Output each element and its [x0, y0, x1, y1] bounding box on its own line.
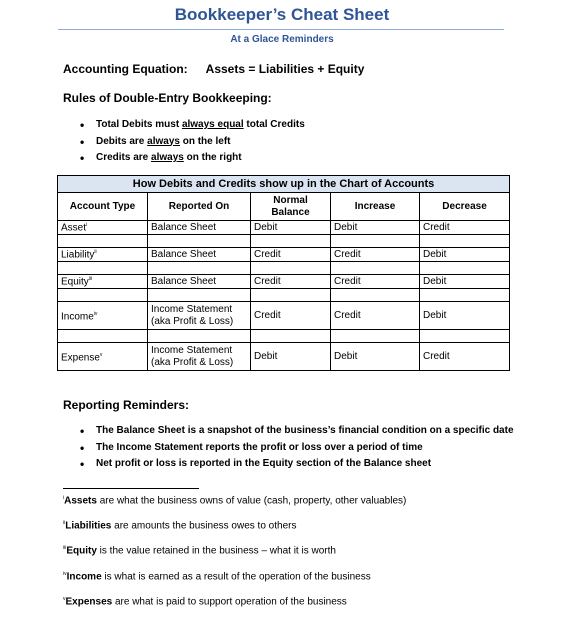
equation-formula: Assets = Liabilities + Equity [205, 62, 365, 76]
footnote-divider [63, 488, 199, 489]
accounting-equation [63, 62, 364, 76]
chart-of-accounts-table [57, 175, 510, 371]
table-row: Liability$^{ii}$ Balance Sheet Credit Credit Debit [58, 248, 510, 262]
column-header: Normal Balance [251, 193, 331, 221]
title-rule [58, 29, 504, 30]
reporting-item: • Net profit or loss is reported in the Equity section of the Balance sheet [80, 457, 514, 474]
page-title: Bookkeeper’s Cheat Sheet [174, 5, 390, 24]
rule-item: • Credits are always on the right [80, 151, 305, 168]
equation-label: Accounting Equation: [63, 62, 188, 76]
rule-item: • Total Debits must always equal total Credits [80, 118, 305, 135]
column-header: Account Type [58, 193, 148, 221]
footnote: $^i$Assets are what the business owns of value (cash, property, other valuables) [63, 495, 407, 507]
reporting-item: • The Balance Sheet is a snapshot of the business’s financial condition on a specific date [80, 424, 514, 441]
column-header: Reported On [148, 193, 251, 221]
rules-list [80, 118, 305, 168]
table-row: Income$^{iv}$ Income Statement (aka Profit & Loss) Credit Credit Debit [58, 302, 510, 330]
column-header: Increase [331, 193, 420, 221]
footnote: $^{ii}$Liabilities are amounts the business owes to others [63, 520, 297, 532]
reporting-item: • The Income Statement reports the profit or loss over a period of time [80, 441, 514, 458]
table-row: Expense$^v$ Income Statement (aka Profit & Loss) Debit Debit Credit [58, 343, 510, 371]
footnote: $^{iv}$Income is what is earned as a result of the operation of the business [63, 571, 371, 583]
reporting-heading: Reporting Reminders: [63, 398, 190, 412]
reporting-list [80, 424, 514, 474]
table-row: Asset$^i$ Balance Sheet Debit Debit Credit [58, 221, 510, 235]
footnote: $^{iii}$Equity is the value retained in the business – what it is worth [63, 545, 336, 557]
rule-item: • Debits are always on the left [80, 135, 305, 152]
footnote: $^v$Expenses are what is paid to support operation of the business [63, 596, 347, 608]
column-header: Decrease [420, 193, 510, 221]
table-caption: How Debits and Credits show up in the Chart of Accounts [58, 176, 510, 193]
page-subtitle: At a Glace Reminders [230, 34, 334, 45]
table-row: Equity$^{iii}$ Balance Sheet Credit Credit Debit [58, 275, 510, 289]
rules-heading: Rules of Double-Entry Bookkeeping: [63, 91, 272, 105]
